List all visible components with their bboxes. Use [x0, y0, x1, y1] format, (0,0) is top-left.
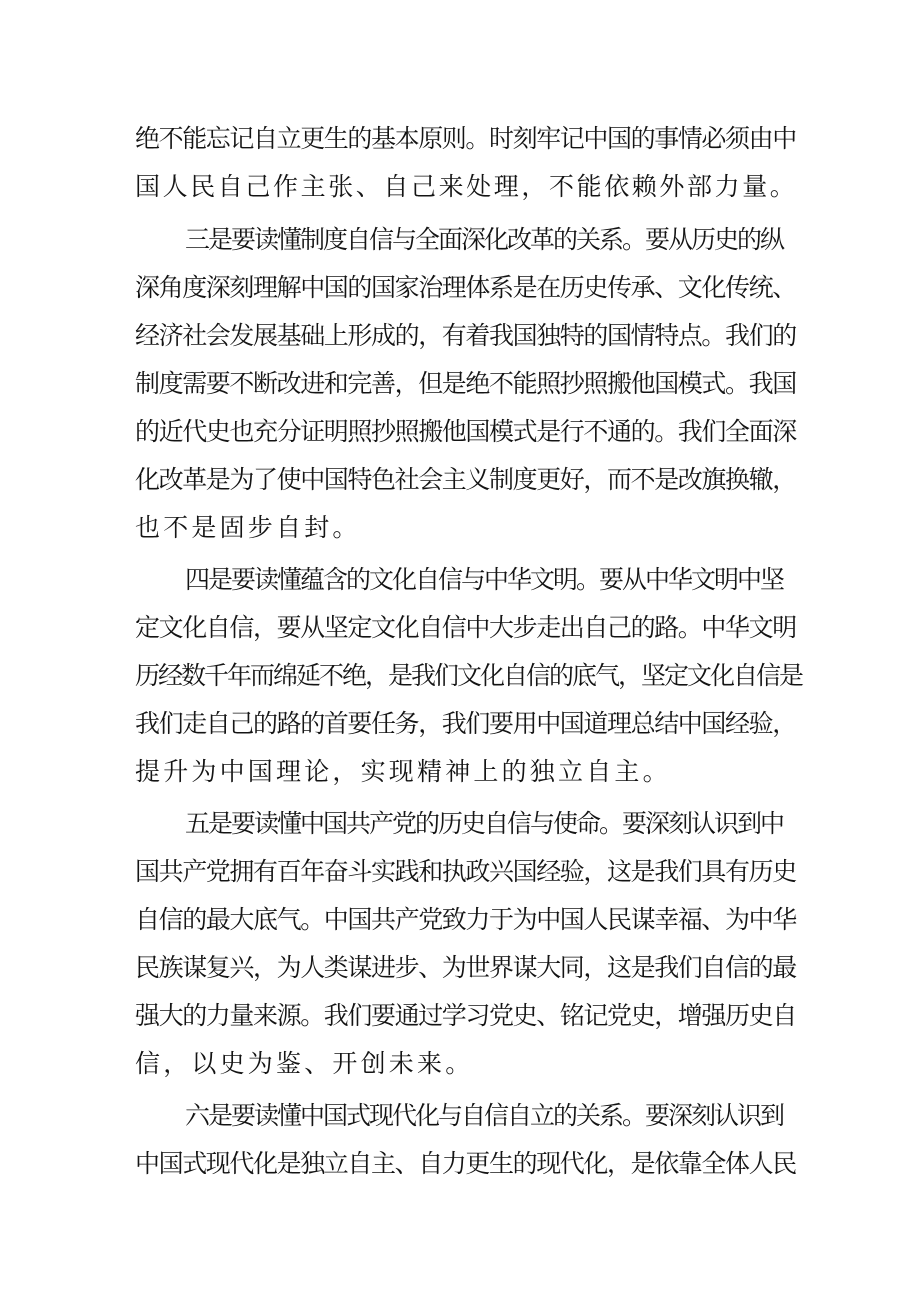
text-line: 化改革是为了使中国特色社会主义制度更好，而不是改旗换辙， [135, 465, 796, 494]
text-line: 国共产党拥有百年奋斗实践和执政兴国经验，这是我们具有历史 [135, 857, 796, 886]
paragraph-5-start: 五是要读懂中国共产党的历史自信与使命。要深刻认识到中 [185, 809, 784, 838]
text-line: 制度需要不断改进和完善，但是绝不能照抄照搬他国模式。我国 [135, 369, 796, 398]
text-line: 深角度深刻理解中国的国家治理体系是在历史传承、文化传统、 [135, 273, 796, 302]
text-line: 提升为中国理论，实现精神上的独立自主。 [135, 757, 671, 786]
text-line: 强大的力量来源。我们要通过学习党史、铭记党史，增强历史自 [135, 1001, 796, 1030]
text-line: 民族谋复兴，为人类谋进步、为世界谋大同，这是我们自信的最 [135, 953, 796, 982]
text-line: 国人民自己作主张、自己来处理，不能依赖外部力量。 [135, 172, 798, 201]
text-line: 定文化自信，要从坚定文化自信中大步走出自己的路。中华文明 [135, 613, 796, 642]
paragraph-3-start: 三是要读懂制度自信与全面深化改革的关系。要从历史的纵 [185, 225, 784, 254]
paragraph-6-start: 六是要读懂中国式现代化与自信自立的关系。要深刻认识到 [185, 1101, 784, 1130]
text-line: 我们走自己的路的首要任务，我们要用中国道理总结中国经验， [135, 709, 796, 738]
text-line: 绝不能忘记自立更生的基本原则。时刻牢记中国的事情必须由中 [135, 124, 796, 153]
text-line: 历经数千年而绵延不绝，是我们文化自信的底气，坚定文化自信是 [135, 661, 803, 690]
text-line: 中国式现代化是独立自主、自力更生的现代化，是依靠全体人民 [135, 1149, 796, 1178]
paragraph-4-start: 四是要读懂蕴含的文化自信与中华文明。要从中华文明中坚 [185, 565, 784, 594]
text-line: 的近代史也充分证明照抄照搬他国模式是行不通的。我们全面深 [135, 417, 796, 446]
text-line: 也不是固步自封。 [135, 513, 361, 542]
text-line: 自信的最大底气。中国共产党致力于为中国人民谋幸福、为中华 [135, 905, 796, 934]
text-line: 经济社会发展基础上形成的，有着我国独特的国情特点。我们的 [135, 321, 796, 350]
text-line: 信，以史为鉴、开创未来。 [135, 1049, 474, 1078]
